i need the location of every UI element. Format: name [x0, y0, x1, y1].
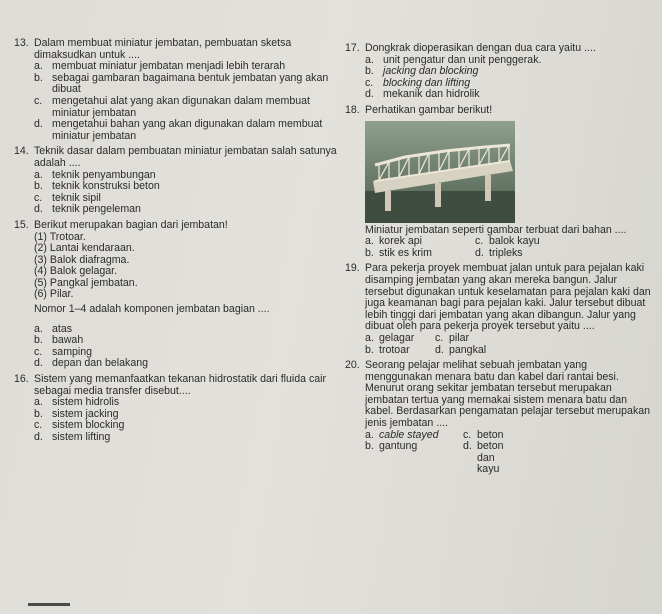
left-column: [14, 38, 344, 448]
option-b: [14, 73, 344, 96]
option-text: blocking dan lifting: [383, 76, 471, 89]
option-letter: c.: [34, 191, 43, 204]
option-c: [14, 96, 344, 119]
option-a: [365, 236, 475, 248]
option-letter: a.: [365, 331, 374, 344]
option-text: pilar: [449, 331, 470, 344]
option-text: stik es krim: [379, 246, 432, 259]
option-d: [463, 441, 519, 476]
option-letter: a.: [34, 396, 43, 409]
question-16: [14, 374, 344, 444]
question-text: Teknik dasar dalam pembuatan miniatur jembatan salah satunya adalah ....: [34, 145, 337, 169]
option-letter: c.: [34, 94, 43, 107]
option-text: atas: [52, 322, 73, 335]
option-c: [435, 333, 495, 345]
option-text: teknik sipil: [52, 191, 101, 204]
option-d: [14, 119, 344, 142]
option-d: [14, 204, 344, 216]
options-grid: [345, 430, 655, 476]
question-text: Berikut merupakan bagian dari jembatan!: [34, 218, 228, 231]
option-text: sistem lifting: [52, 431, 111, 443]
option-d: [475, 248, 585, 260]
option-d: [435, 345, 495, 357]
option-letter: a.: [365, 428, 374, 441]
option-letter: d.: [463, 440, 472, 453]
option-letter: b.: [365, 65, 374, 78]
question-13: [14, 38, 344, 142]
options-grid: [345, 333, 655, 356]
option-c: [475, 236, 585, 248]
question-text: Seorang pelajar melihat sebuah jembatan yang menggunakan menara batu dan kabel dari rantai besi. Menurut orang sekitar jembatan tersebut merupakan jembatan tertua yang memakai sistem menara batu dan kabel. Berdasarkan pengamatan pelajar tersebut merupakan jenis jembatan ....: [365, 359, 651, 430]
question-15: [14, 220, 344, 370]
option-a: [365, 333, 435, 345]
option-letter: d.: [34, 431, 43, 443]
option-letter: a.: [34, 168, 43, 181]
option-letter: c.: [463, 428, 472, 441]
option-b: [365, 248, 475, 260]
option-letter: a.: [365, 53, 374, 66]
option-text: teknik konstruksi beton: [52, 180, 160, 193]
option-text: jacking dan blocking: [383, 65, 479, 78]
option-text: trotoar: [379, 343, 410, 356]
option-letter: d.: [34, 203, 43, 216]
option-text: korek api: [379, 235, 422, 248]
option-letter: c.: [475, 235, 484, 248]
option-letter: b.: [34, 71, 43, 84]
option-text: tripleks: [489, 246, 523, 259]
question-text: Sistem yang memanfaatkan tekanan hidrostatik dari fluida cair sebagai media transfer disebut....: [34, 373, 327, 397]
option-text: gelagar: [379, 331, 415, 344]
option-text: beton: [477, 428, 504, 441]
bridge-miniature-image: [365, 121, 515, 223]
option-letter: b.: [365, 246, 374, 259]
question-17: [345, 43, 655, 101]
question-19: [345, 263, 655, 356]
option-letter: d.: [34, 357, 43, 370]
question-number: 13.: [14, 37, 29, 49]
option-letter: d.: [34, 118, 43, 131]
part-item: (4) Balok gelagar.: [34, 265, 118, 278]
option-text: mengetahui bahan yang akan digunakan dalam membuat miniatur jembatan: [52, 118, 323, 142]
option-letter: d.: [475, 246, 484, 259]
option-text: mekanik dan hidrolik: [383, 88, 480, 101]
option-text: membuat miniatur jembatan menjadi lebih terarah: [52, 60, 286, 73]
option-letter: b.: [365, 440, 374, 453]
question-stem: Miniatur jembatan seperti gambar terbuat dari bahan ....: [365, 223, 627, 236]
option-text: gantung: [379, 440, 418, 453]
option-text: bawah: [52, 334, 84, 347]
question-14: [14, 146, 344, 216]
part-item: (6) Pilar.: [34, 288, 74, 301]
question-number: 19.: [345, 262, 360, 275]
page-edge-mark: [28, 603, 70, 606]
question-number: 16.: [14, 373, 29, 386]
part-item: (5) Pangkal jembatan.: [34, 276, 138, 289]
option-text: sebagai gambaran bagaimana bentuk jembatan yang akan dibuat: [52, 71, 329, 96]
option-d: [14, 432, 344, 444]
question-number: 18.: [345, 103, 360, 116]
option-letter: d.: [365, 88, 374, 101]
question-stem: Nomor 1–4 adalah komponen jembatan bagian ....: [34, 303, 270, 316]
question-number: 17.: [345, 42, 360, 54]
part-item: (2) Lantai kendaraan.: [34, 242, 135, 255]
question-18: [345, 105, 655, 259]
bridge-miniature-photo: [365, 121, 515, 223]
part-item: (3) Balok diafragma.: [34, 253, 130, 266]
option-b: [14, 181, 344, 193]
question-number: 20.: [345, 359, 360, 372]
question-text: Para pekerja proyek membuat jalan untuk para pejalan kaki disamping jembatan yang akan mereka bangun. Jalur tersebut digunakan untuk keselamatan para pejalan kaki dan juga keamanan bagi para pejalan kaki. Jalur tersebut dibuat lebih tinggi dari jembatan yang akan dibangun. Jalur yang dibuat oleh para pekerja proyek tersebut yaitu ....: [365, 262, 651, 333]
option-letter: b.: [34, 334, 43, 347]
option-text: samping: [52, 345, 93, 358]
options-grid: [345, 236, 655, 259]
option-letter: b.: [34, 180, 43, 193]
option-letter: a.: [34, 322, 43, 335]
part-item: (1) Trotoar.: [34, 230, 86, 243]
option-letter: c.: [365, 76, 374, 89]
option-letter: c.: [34, 345, 43, 358]
question-text: Perhatikan gambar berikut!: [365, 103, 493, 116]
option-letter: c.: [34, 419, 43, 432]
option-letter: c.: [435, 331, 444, 344]
option-text: sistem jacking: [52, 407, 119, 420]
question-20: [345, 360, 655, 476]
option-text: pangkal: [449, 343, 487, 356]
option-text: beton dan kayu: [477, 440, 504, 476]
option-letter: b.: [365, 343, 374, 356]
option-text: cable stayed: [379, 428, 439, 441]
option-d: [345, 89, 655, 101]
option-text: depan dan belakang: [52, 357, 149, 370]
option-text: sistem hidrolis: [52, 396, 120, 409]
option-d: [14, 358, 344, 370]
option-text: teknik pengeleman: [52, 203, 141, 216]
option-letter: a.: [34, 60, 43, 73]
right-column: [345, 43, 655, 480]
option-text: unit pengatur dan unit penggerak.: [383, 53, 542, 66]
option-letter: b.: [34, 407, 43, 420]
option-text: teknik penyambungan: [52, 168, 156, 181]
question-number: 15.: [14, 218, 29, 231]
question-text: Dalam membuat miniatur jembatan, pembuatan sketsa dimaksudkan untuk ....: [34, 37, 292, 61]
question-number: 14.: [14, 145, 29, 158]
option-text: mengetahui alat yang akan digunakan dalam membuat miniatur jembatan: [52, 94, 310, 119]
question-text: Dongkrak dioperasikan dengan dua cara yaitu ....: [365, 42, 596, 54]
option-b: [365, 441, 463, 476]
option-letter: a.: [365, 235, 374, 248]
option-text: balok kayu: [489, 235, 540, 248]
option-b: [365, 345, 435, 357]
option-letter: d.: [435, 343, 444, 356]
option-text: sistem blocking: [52, 419, 125, 432]
